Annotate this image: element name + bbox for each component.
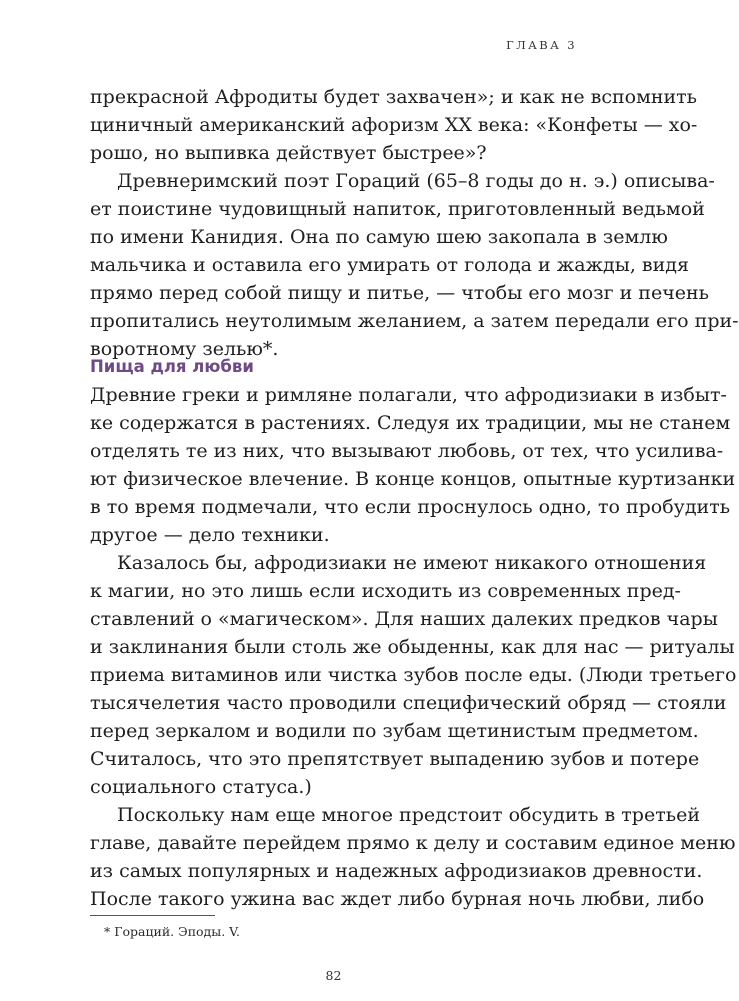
text-line: пропитались неутолимым желанием, а затем передали его при-	[90, 310, 739, 332]
text-line: ставлений о «магическом». Для наших далеких предков чары	[90, 608, 718, 630]
text-line: Считалось, что это препятствует выпадению зубов и потере	[90, 748, 700, 770]
text-line: по имени Канидия. Она по самую шею закопала в землю	[90, 226, 668, 248]
text-line: в то время подмечали, что если проснулось одно, то пробудить	[90, 496, 731, 518]
section-heading: Пища для любви	[90, 357, 254, 376]
text-line: и заклинания были столь же обыденны, как для нас — ритуалы	[90, 636, 735, 658]
text-line: рошо, но выпивка действует быстрее»?	[90, 142, 487, 164]
text-line: прямо перед собой пищу и питье, — чтобы его мозг и печень	[90, 282, 710, 304]
text-line: отделять те из них, что вызывают любовь, от тех, что усилива-	[90, 440, 724, 462]
text-line: Казалось бы, афродизиаки не имеют никакого отношения	[117, 552, 707, 574]
text-line: социального статуса.)	[90, 776, 312, 798]
text-line: После такого ужина вас ждет либо бурная ночь любви, либо	[90, 888, 705, 910]
footnote-divider	[90, 915, 215, 916]
text-line: ют физическое влечение. В конце концов, опытные куртизанки	[90, 468, 736, 490]
text-line: приема витаминов или чистка зубов после еды. (Люди третьего	[90, 664, 737, 686]
text-line: ет поистине чудовищный напиток, приготовленный ведьмой	[90, 198, 705, 220]
text-line: Поскольку нам еще многое предстоит обсудить в третьей	[117, 804, 700, 826]
footnote: * Гораций. Эподы. V.	[104, 924, 240, 939]
text-line: Древнеримский поэт Гораций (65–8 годы до н. э.) описыва-	[117, 170, 715, 192]
text-line: к магии, но это лишь если исходить из современных пред-	[90, 580, 681, 602]
text-line: перед зеркалом и водили по зубам щетинистым предметом.	[90, 720, 699, 742]
text-line: главе, давайте перейдем прямо к делу и составим единое меню	[90, 832, 736, 854]
text-line: из самых популярных и надежных афродизиаков древности.	[90, 860, 703, 882]
text-line: мальчика и оставила его умирать от голода и жажды, видя	[90, 254, 689, 276]
text-line: прекрасной Афродиты будет захвачен»; и как не вспомнить	[90, 86, 698, 108]
text-line: воротному зелью*.	[90, 338, 279, 360]
page-number: 82	[325, 968, 342, 983]
text-line: ке содержатся в растениях. Следуя их традиции, мы не станем	[90, 412, 731, 434]
text-line: другое — дело техники.	[90, 524, 330, 546]
running-header: ГЛАВА 3	[506, 38, 577, 52]
text-line: Древние греки и римляне полагали, что афродизиаки в избыт-	[90, 384, 727, 406]
text-line: циничный американский афоризм XX века: «Конфеты — хо-	[90, 114, 698, 136]
text-line: тысячелетия часто проводили специфический обряд — стояли	[90, 692, 727, 714]
